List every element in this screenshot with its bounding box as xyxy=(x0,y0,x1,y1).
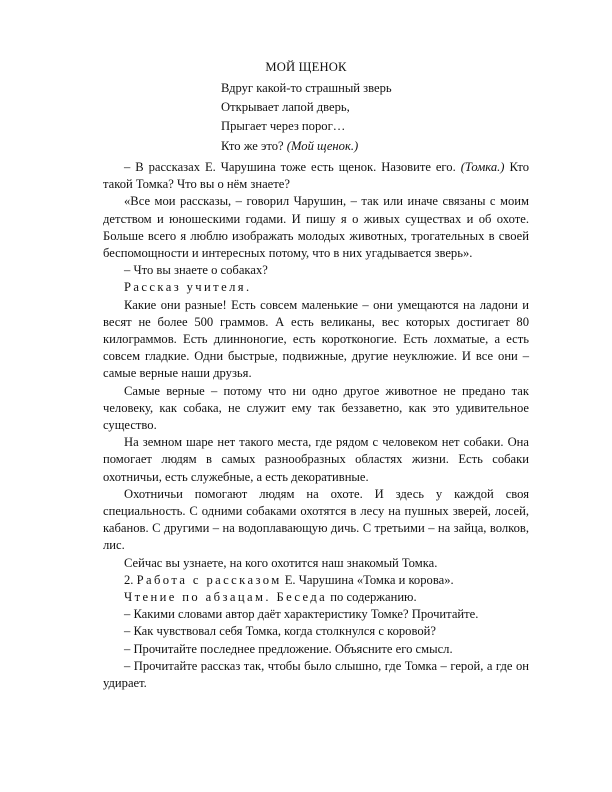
text-run: по содержанию. xyxy=(327,590,417,605)
spaced-text: Чтение по абзацам. Беседа xyxy=(124,590,328,605)
poem-epigraph xyxy=(221,79,392,156)
document-body xyxy=(103,159,529,692)
poem-question: Кто же это? xyxy=(221,138,287,153)
paragraph: Охотничьи помогают людям на охоте. И здесь у каждой своя специальность. С одними собаками охотятся в лесу на пушных зверей, лосей, кабанов. С другими – на водоплавающую дичь. С третьими – на зайца, волков, лис. xyxy=(103,486,529,553)
question-item: – Какими словами автор даёт характеристику Томке? Прочитайте. xyxy=(124,607,479,622)
poem-line: Прыгает через порог… xyxy=(221,119,346,134)
text-run: – В рассказах Е. Чарушина тоже есть щенок. Назовите его. xyxy=(124,160,461,174)
poem-line: Вдруг какой-то страшный зверь xyxy=(221,81,392,95)
paragraph: Какие они разные! Есть совсем маленькие – они умещаются на ладони и весят не более 500 граммов. А есть великаны, вес которых достигает 80 килограммов. Есть длинноногие, есть коротконогие. Есть лохматые, а есть совсем гладкие. Одни быстрые, подвижные, другие неуклюжие. И все они – самые верные наши друзья. xyxy=(103,297,529,381)
paragraph-quote: «Все мои рассказы, – говорил Чарушин, – так или иначе связаны с моим детством и юношескими годами. И пишу я о живых существах и об охоте. Больше всего я люблю изображать молодых животных, трогательных в своей беспомощности и интересных потому, что в них угадывается зверь». xyxy=(103,194,529,261)
section-heading-reading xyxy=(103,589,529,606)
section-teacher-story: Рассказ учителя. xyxy=(124,280,252,295)
paragraph: На земном шаре нет такого места, где рядом с человеком нет собаки. Она помогает людям в самых разнообразных областях жизни. Есть собаки охотничьи, есть служебные, а есть декоративные. xyxy=(103,435,529,484)
question-item: – Как чувствовал себя Томка, когда столкнулся с коровой? xyxy=(124,624,436,639)
document-title: МОЙ ЩЕНОК xyxy=(265,60,347,74)
text-run: Е. Чарушина «Томка и корова». xyxy=(281,572,454,587)
answer-italic: (Томка.) xyxy=(460,160,505,174)
question-item: – Прочитайте последнее предложение. Объясните его смысл. xyxy=(124,641,453,656)
section-heading-story-work xyxy=(103,572,529,589)
poem-answer: (Мой щенок.) xyxy=(286,138,359,153)
paragraph: Сейчас вы узнаете, на кого охотится наш знакомый Томка. xyxy=(124,555,438,570)
question-item: – Прочитайте рассказ так, чтобы было слышно, где Томка – герой, а где он удирает. xyxy=(103,658,529,691)
paragraph-question-dogs: – Что вы знаете о собаках? xyxy=(124,263,268,278)
section-number: 2. xyxy=(124,572,137,587)
text-run: Кто такой Томка? Что вы о нём знаете? xyxy=(103,160,530,192)
poem-line xyxy=(221,137,392,156)
paragraph-question-tomka xyxy=(103,159,529,193)
spaced-text: Работа с рассказом xyxy=(136,572,282,587)
poem-line: Открывает лапой дверь, xyxy=(221,100,350,115)
paragraph: Самые верные – потому что ни одно другое животное не предано так человеку, как собака, не служит ему так беззаветно, как это удивительное существо. xyxy=(103,383,529,433)
